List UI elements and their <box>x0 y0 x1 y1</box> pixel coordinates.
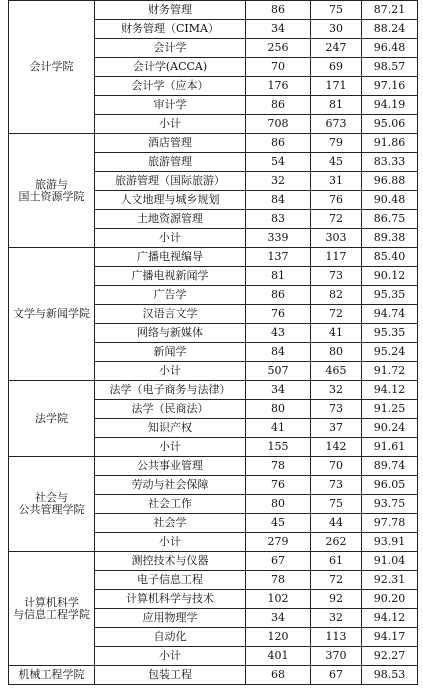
major-cell: 汉语言文学 <box>95 305 246 324</box>
employed-cell: 92 <box>311 590 362 609</box>
rate-cell: 91.86 <box>362 134 418 153</box>
major-cell: 财务管理 <box>95 1 246 20</box>
rate-cell: 95.06 <box>362 115 418 134</box>
college-name-cell <box>9 666 95 685</box>
rate-cell: 91.04 <box>362 552 418 571</box>
table-row <box>9 457 418 476</box>
college-name-cell <box>9 552 95 666</box>
college-name-line: 机械工程学院 <box>18 668 85 681</box>
rate-cell: 96.88 <box>362 172 418 191</box>
employed-cell: 113 <box>311 628 362 647</box>
major-cell: 小计 <box>95 533 246 552</box>
table-row <box>9 666 418 685</box>
major-cell: 社会工作 <box>95 495 246 514</box>
rate-cell: 97.16 <box>362 77 418 96</box>
rate-cell: 93.75 <box>362 495 418 514</box>
enrolled-cell: 84 <box>246 191 311 210</box>
enrolled-cell: 34 <box>246 609 311 628</box>
enrolled-cell: 120 <box>246 628 311 647</box>
employed-cell: 142 <box>311 438 362 457</box>
rate-cell: 86.75 <box>362 210 418 229</box>
rate-cell: 91.25 <box>362 400 418 419</box>
rate-cell: 95.24 <box>362 343 418 362</box>
enrolled-cell: 401 <box>246 647 311 666</box>
enrolled-cell: 80 <box>246 495 311 514</box>
college-name-line: 文学与新闻学院 <box>13 307 90 320</box>
major-cell: 自动化 <box>95 628 246 647</box>
rate-cell: 94.74 <box>362 305 418 324</box>
rate-cell: 95.35 <box>362 324 418 343</box>
table-row <box>9 1 418 20</box>
college-name-cell <box>9 248 95 381</box>
college-name-line: 国土资源学院 <box>18 189 85 203</box>
enrolled-cell: 708 <box>246 115 311 134</box>
enrolled-cell: 81 <box>246 267 311 286</box>
rate-cell: 94.12 <box>362 381 418 400</box>
employed-cell: 117 <box>311 248 362 267</box>
major-cell: 酒店管理 <box>95 134 246 153</box>
major-cell: 包装工程 <box>95 666 246 685</box>
major-cell: 广告学 <box>95 286 246 305</box>
rate-cell: 95.35 <box>362 286 418 305</box>
enrolled-cell: 137 <box>246 248 311 267</box>
employed-cell: 80 <box>311 343 362 362</box>
college-name-line: 公共管理学院 <box>18 503 85 516</box>
college-name-cell <box>9 1 95 134</box>
major-cell: 公共事业管理 <box>95 457 246 476</box>
rate-cell: 98.57 <box>362 58 418 77</box>
major-cell: 广播电视新闻学 <box>95 267 246 286</box>
employed-cell: 171 <box>311 77 362 96</box>
college-name-cell <box>9 381 95 457</box>
employed-cell: 72 <box>311 210 362 229</box>
enrolled-cell: 78 <box>246 457 311 476</box>
employed-cell: 673 <box>311 115 362 134</box>
employed-cell: 45 <box>311 153 362 172</box>
rate-cell: 85.40 <box>362 248 418 267</box>
major-cell: 测控技术与仪器 <box>95 552 246 571</box>
enrolled-cell: 45 <box>246 514 311 533</box>
employed-cell: 44 <box>311 514 362 533</box>
major-cell: 新闻学 <box>95 343 246 362</box>
rate-cell: 94.19 <box>362 96 418 115</box>
employed-cell: 303 <box>311 229 362 248</box>
enrolled-cell: 76 <box>246 305 311 324</box>
enrolled-cell: 41 <box>246 419 311 438</box>
major-cell: 计算机科学与技术 <box>95 590 246 609</box>
employed-cell: 73 <box>311 267 362 286</box>
enrolled-cell: 68 <box>246 666 311 685</box>
major-cell: 会计学（应本） <box>95 77 246 96</box>
enrolled-cell: 54 <box>246 153 311 172</box>
major-cell: 小计 <box>95 362 246 381</box>
rate-cell: 98.53 <box>362 666 418 685</box>
rate-cell: 83.33 <box>362 153 418 172</box>
employed-cell: 82 <box>311 286 362 305</box>
major-cell: 会计学 <box>95 39 246 58</box>
enrolled-cell: 43 <box>246 324 311 343</box>
major-cell: 广播电视编导 <box>95 248 246 267</box>
employed-cell: 247 <box>311 39 362 58</box>
employed-cell: 262 <box>311 533 362 552</box>
rate-cell: 90.20 <box>362 590 418 609</box>
major-cell: 小计 <box>95 115 246 134</box>
employed-cell: 76 <box>311 191 362 210</box>
employed-cell: 69 <box>311 58 362 77</box>
college-name-cell <box>9 457 95 552</box>
enrolled-cell: 83 <box>246 210 311 229</box>
rate-cell: 89.38 <box>362 229 418 248</box>
college-name-line: 计算机科学 <box>24 595 79 609</box>
major-cell: 网络与新媒体 <box>95 324 246 343</box>
employed-cell: 465 <box>311 362 362 381</box>
major-cell: 土地资源管理 <box>95 210 246 229</box>
employed-cell: 73 <box>311 400 362 419</box>
employed-cell: 72 <box>311 305 362 324</box>
employed-cell: 30 <box>311 20 362 39</box>
major-cell: 财务管理（CIMA） <box>95 20 246 39</box>
employed-cell: 73 <box>311 476 362 495</box>
enrolled-cell: 34 <box>246 381 311 400</box>
rate-cell: 90.48 <box>362 191 418 210</box>
college-name-line: 社会与 <box>35 491 68 504</box>
enrolled-cell: 507 <box>246 362 311 381</box>
major-cell: 小计 <box>95 438 246 457</box>
employed-cell: 72 <box>311 571 362 590</box>
enrolled-cell: 70 <box>246 58 311 77</box>
table-row <box>9 552 418 571</box>
college-name-line: 会计学院 <box>29 60 74 73</box>
employment-table <box>8 0 418 685</box>
major-cell: 劳动与社会保障 <box>95 476 246 495</box>
enrolled-cell: 32 <box>246 172 311 191</box>
employed-cell: 79 <box>311 134 362 153</box>
enrolled-cell: 80 <box>246 400 311 419</box>
table-row <box>9 134 418 153</box>
employed-cell: 61 <box>311 552 362 571</box>
college-name-cell <box>9 134 95 248</box>
rate-cell: 94.12 <box>362 609 418 628</box>
college-name-line: 与信息工程学院 <box>13 607 90 621</box>
rate-cell: 91.61 <box>362 438 418 457</box>
enrolled-cell: 256 <box>246 39 311 58</box>
enrolled-cell: 67 <box>246 552 311 571</box>
major-cell: 审计学 <box>95 96 246 115</box>
major-cell: 法学（电子商务与法律） <box>95 381 246 400</box>
employed-cell: 41 <box>311 324 362 343</box>
major-cell: 法学（民商法） <box>95 400 246 419</box>
college-name-line: 法学院 <box>35 411 68 425</box>
enrolled-cell: 155 <box>246 438 311 457</box>
rate-cell: 93.91 <box>362 533 418 552</box>
employed-cell: 75 <box>311 495 362 514</box>
rate-cell: 92.31 <box>362 571 418 590</box>
enrolled-cell: 86 <box>246 286 311 305</box>
major-cell: 旅游管理（国际旅游） <box>95 172 246 191</box>
major-cell: 人文地理与城乡规划 <box>95 191 246 210</box>
major-cell: 小计 <box>95 647 246 666</box>
table-row <box>9 381 418 400</box>
employed-cell: 70 <box>311 457 362 476</box>
major-cell: 电子信息工程 <box>95 571 246 590</box>
rate-cell: 89.74 <box>362 457 418 476</box>
enrolled-cell: 78 <box>246 571 311 590</box>
rate-cell: 96.05 <box>362 476 418 495</box>
employed-cell: 31 <box>311 172 362 191</box>
employed-cell: 32 <box>311 609 362 628</box>
table-row <box>9 248 418 267</box>
rate-cell: 87.21 <box>362 1 418 20</box>
employed-cell: 81 <box>311 96 362 115</box>
enrolled-cell: 339 <box>246 229 311 248</box>
rate-cell: 90.12 <box>362 267 418 286</box>
rate-cell: 88.24 <box>362 20 418 39</box>
employed-cell: 370 <box>311 647 362 666</box>
rate-cell: 96.48 <box>362 39 418 58</box>
table-body <box>9 1 418 685</box>
major-cell: 旅游管理 <box>95 153 246 172</box>
major-cell: 应用物理学 <box>95 609 246 628</box>
enrolled-cell: 76 <box>246 476 311 495</box>
rate-cell: 92.27 <box>362 647 418 666</box>
enrolled-cell: 86 <box>246 96 311 115</box>
college-name-line: 旅游与 <box>35 177 68 191</box>
enrolled-cell: 86 <box>246 1 311 20</box>
major-cell: 会计学(ACCA) <box>95 58 246 77</box>
rate-cell: 97.78 <box>362 514 418 533</box>
employed-cell: 37 <box>311 419 362 438</box>
major-cell: 知识产权 <box>95 419 246 438</box>
enrolled-cell: 102 <box>246 590 311 609</box>
rate-cell: 91.72 <box>362 362 418 381</box>
enrolled-cell: 84 <box>246 343 311 362</box>
employed-cell: 67 <box>311 666 362 685</box>
employed-cell: 75 <box>311 1 362 20</box>
major-cell: 社会学 <box>95 514 246 533</box>
rate-cell: 90.24 <box>362 419 418 438</box>
major-cell: 小计 <box>95 229 246 248</box>
enrolled-cell: 176 <box>246 77 311 96</box>
enrolled-cell: 279 <box>246 533 311 552</box>
employed-cell: 32 <box>311 381 362 400</box>
enrolled-cell: 86 <box>246 134 311 153</box>
enrolled-cell: 34 <box>246 20 311 39</box>
rate-cell: 94.17 <box>362 628 418 647</box>
